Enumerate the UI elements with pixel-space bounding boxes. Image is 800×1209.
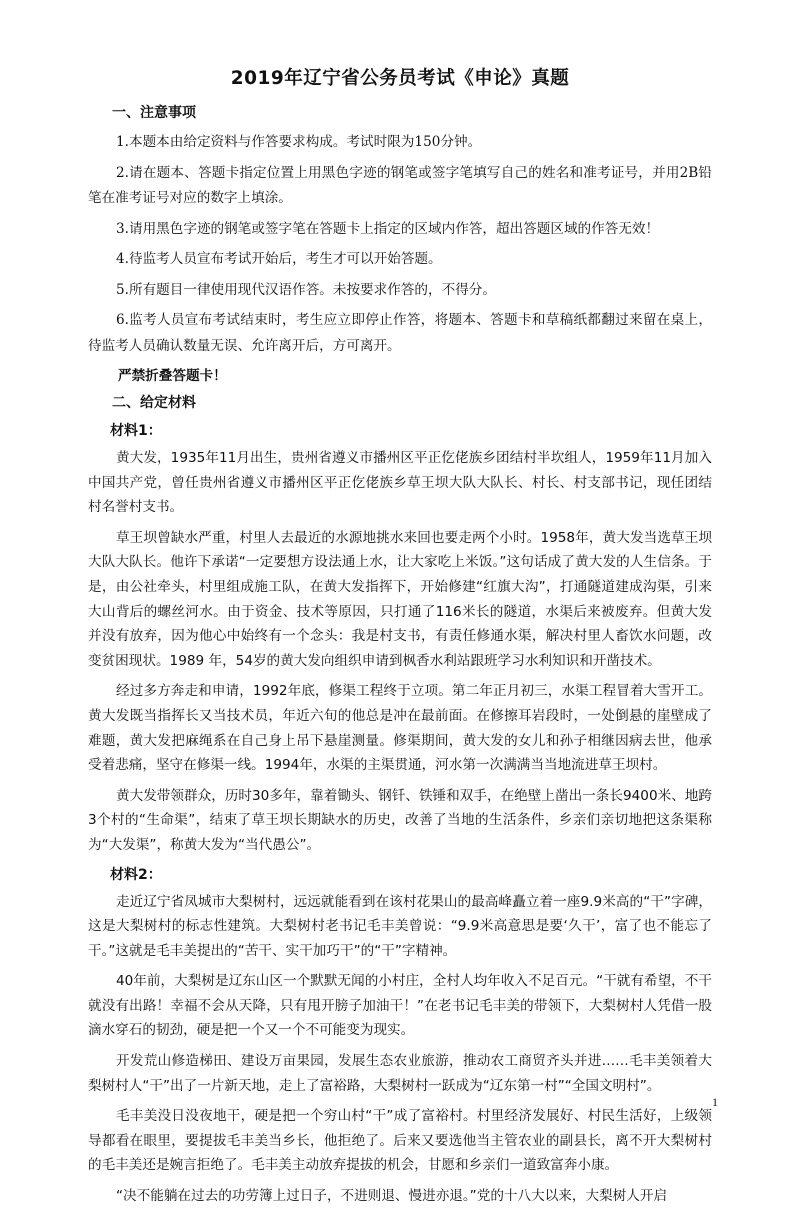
paragraph: “决不能躺在过去的功劳簿上过日子，不进则退、慢进亦退。”党的十八大以来，大梨树人开启 bbox=[116, 1188, 668, 1205]
page-number: 1 bbox=[712, 1095, 718, 1109]
notice-item: 5.所有题目一律使用现代汉语作答。未按要求作答的，不得分。 bbox=[116, 281, 496, 298]
paragraph: 黄大发带领群众，历时30多年，靠着锄头、钢钎、铁锤和双手，在绝壁上凿出一条长9400米、地跨3个村的“生命渠”，结束了草王坝长期缺水的历史，改善了当地的生活条件，乡亲们亲切地把这条渠称为“大发渠”，称黄大发为“当代愚公”。 bbox=[88, 787, 712, 853]
notice-item: 3.请用黑色字迹的钢笔或签字笔在答题卡上指定的区域内作答，超出答题区域的作答无效！ bbox=[116, 220, 660, 237]
material-2-label: 材料2： bbox=[110, 866, 162, 883]
material-2-body bbox=[88, 890, 712, 1209]
warning-text: 严禁折叠答题卡！ bbox=[118, 368, 227, 384]
material-1-label: 材料1： bbox=[110, 423, 162, 439]
notice-item: 1.本题本由给定资料与作答要求构成。考试时限为150分钟。 bbox=[116, 134, 482, 150]
paragraph: 黄大发，1935年11月出生，贵州省遵义市播州区平正仡佬族乡团结村半坎组人，1959年11月加入中国共产党，曾任贵州省遵义市播州区平正仡佬族乡草王坝大队大队长、村长、村支部书记，现任团结村名誉村支书。 bbox=[88, 450, 712, 516]
notice-list bbox=[88, 130, 712, 359]
paragraph: 走近辽宁省凤城市大梨树村，远远就能看到在该村花果山的最高峰矗立着一座9.9米高的“干”字碑，这是大梨树村的标志性建筑。大梨树村老书记毛丰美曾说：“9.9米高意思是要‘久干’，富了也不能忘了干。”这就是毛丰美提出的“苦干、实干加巧干”的“干”字精神。 bbox=[88, 893, 712, 959]
section-heading-materials: 二、给定材料 bbox=[112, 395, 196, 411]
paragraph: 经过多方奔走和申请，1992年底，修渠工程终于立项。第二年正月初三，水渠工程冒着大雪开工。黄大发既当指挥长又当技术员，年近六旬的他总是冲在最前面。在修擦耳岩段时，一处倒悬的崖壁成了难题，黄大发把麻绳系在自己身上吊下悬崖测量。修渠期间，黄大发的女儿和孙子相继因病去世，他承受着悲痛，坚守在修渠一线。1994年，水渠的主渠贯通，河水第一次满满当当地流进草王坝村。 bbox=[88, 683, 712, 774]
notice-item: 6.监考人员宣布考试结束时，考生应立即停止作答，将题本、答题卡和草稿纸都翻过来留在桌上，待监考人员确认数量无误、允许离开后，方可离开。 bbox=[88, 312, 712, 354]
paragraph: 开发荒山修造梯田、建设万亩果园，发展生态农业旅游，推动农工商贸齐头并进……毛丰美领着大梨树村人“干”出了一片新天地，走上了富裕路，大梨树村一跃成为“辽东第一村”“全国文明村”。 bbox=[88, 1053, 712, 1094]
document-title: 2019年辽宁省公务员考试《申论》真题 bbox=[230, 68, 570, 89]
paragraph: 40年前，大梨树是辽东山区一个默默无闻的小村庄，全村人均年收入不足百元。“干就有希望，不干就没有出路！幸福不会从天降，只有甩开膀子加油干！”在老书记毛丰美的带领下，大梨树村人凭借一股滴水穿石的韧劲，硬是把一个又一个不可能变为现实。 bbox=[88, 973, 712, 1039]
section-heading-notice: 一、注意事项 bbox=[112, 105, 196, 121]
notice-item: 4.待监考人员宣布考试开始后，考生才可以开始答题。 bbox=[116, 251, 442, 267]
paragraph: 毛丰美没日没夜地干，硬是把一个穷山村“干”成了富裕村。村里经济发展好、村民生活好，上级领导都看在眼里，要提拔毛丰美当乡长，他拒绝了。后来又要选他当主管农业的副县长，离不开大梨树村的毛丰美还是婉言拒绝了。毛丰美主动放弃提拔的机会，甘愿和乡亲们一道致富奔小康。 bbox=[88, 1108, 712, 1174]
paragraph: 草王坝曾缺水严重，村里人去最近的水源地挑水来回也要走两个小时。1958年，黄大发当选草王坝大队大队长。他许下承诺“一定要想方设法通上水，让大家吃上米饭。”这句话成了黄大发的人生信条。于是，由公社牵头，村里组成施工队，在黄大发指挥下，开始修建“红旗大沟”，打通隧道建成沟渠，引来大山背后的螺丝河水。由于资金、技术等原因，只打通了116米长的隧道，水渠后来被废弃。但黄大发并没有放弃，因为他心中始终有一个念头：我是村支书，有责任修通水渠，解决村里人畜饮水问题，改变贫困现状。1989 年，54岁的黄大发向组织申请到枫香水利站跟班学习水利知识和开凿技术。 bbox=[88, 529, 712, 669]
notice-item: 2.请在题本、答题卡指定位置上用黑色字迹的钢笔或签字笔填写自己的姓名和准考证号，并用2B铅笔在准考证号对应的数字上填涂。 bbox=[88, 164, 712, 206]
material-1-body bbox=[88, 446, 712, 858]
